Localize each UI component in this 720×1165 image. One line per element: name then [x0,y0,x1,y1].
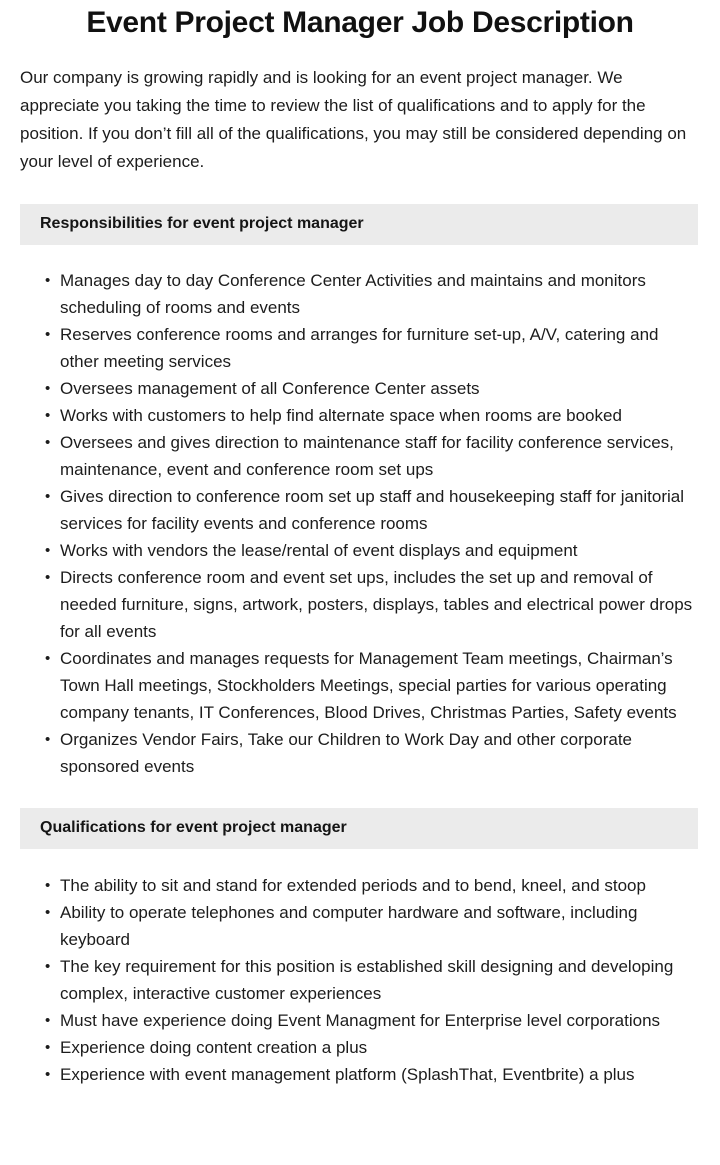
list-item: • Experience with event management platform (SplashThat, Eventbrite) a plus [60,1061,697,1088]
section-qualifications [0,808,720,1088]
list-item: • Oversees and gives direction to maintenance staff for facility conference services, maintenance, event and conference room set ups [60,429,697,483]
section-header-responsibilities [20,204,698,245]
responsibilities-list [0,245,720,780]
list-item: • Works with customers to help find alternate space when rooms are booked [60,402,697,429]
section-heading-label: Responsibilities for event project manager [40,215,364,232]
qualifications-list [0,849,720,1088]
list-item: • Gives direction to conference room set up staff and housekeeping staff for janitorial services for facility events and conference rooms [60,483,697,537]
list-item: • The ability to sit and stand for extended periods and to bend, kneel, and stoop [60,872,697,899]
list-item: • Ability to operate telephones and computer hardware and software, including keyboard [60,899,697,953]
section-heading-label: Qualifications for event project manager [40,819,347,836]
page-title: Event Project Manager Job Description [86,6,634,39]
section-header-qualifications [20,808,698,849]
list-item: • Reserves conference rooms and arranges for furniture set-up, A/V, catering and other meeting services [60,321,697,375]
list-item: • Manages day to day Conference Center Activities and maintains and monitors scheduling of rooms and events [60,267,697,321]
list-item: • Oversees management of all Conference Center assets [60,375,697,402]
intro-paragraph: Our company is growing rapidly and is looking for an event project manager. We appreciate you taking the time to review the list of qualifications and to apply for the position. If you don’t fill all of the qualifications, you may still be considered depending on your level of experience. [20,68,687,171]
list-item: • Coordinates and manages requests for Management Team meetings, Chairman’s Town Hall meetings, Stockholders Meetings, special parties for various operating company tenants, IT Conferences, Blood Drives, Christmas Parties, Safety events [60,645,697,726]
list-item: • Organizes Vendor Fairs, Take our Children to Work Day and other corporate sponsored events [60,726,697,780]
list-item: • Directs conference room and event set ups, includes the set up and removal of needed furniture, signs, artwork, posters, displays, tables and electrical power drops for all events [60,564,697,645]
list-item: • The key requirement for this position is established skill designing and developing complex, interactive customer experiences [60,953,697,1007]
section-responsibilities [0,204,720,780]
list-item: • Must have experience doing Event Managment for Enterprise level corporations [60,1007,697,1034]
list-item: • Experience doing content creation a plus [60,1034,697,1061]
list-item: • Works with vendors the lease/rental of event displays and equipment [60,537,697,564]
